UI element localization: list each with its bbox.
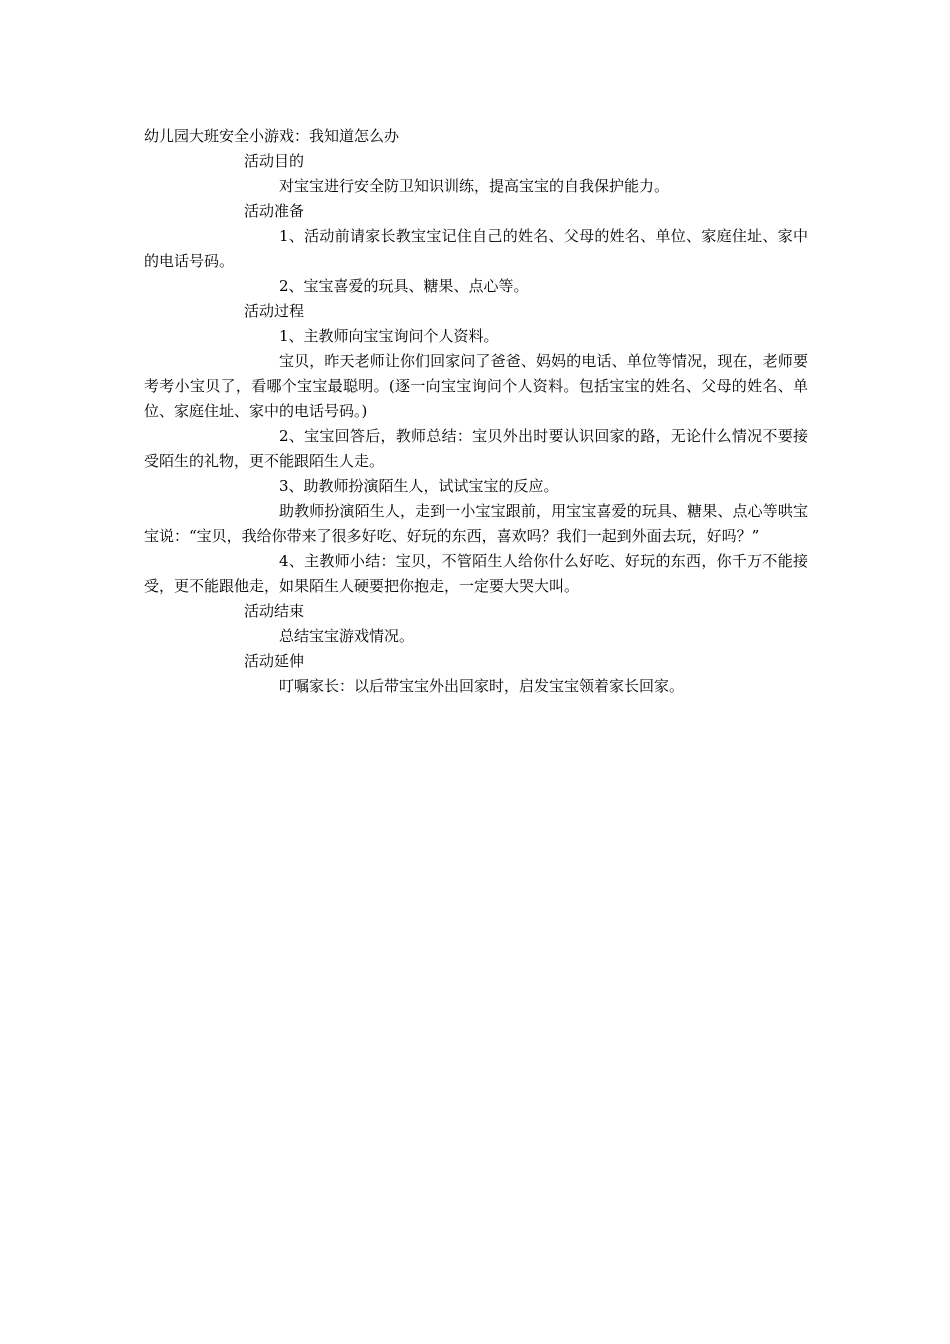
section-purpose — [144, 149, 808, 199]
paragraph: 总结宝宝游戏情况。 — [279, 627, 415, 645]
section-heading: 活动延伸 — [244, 652, 305, 670]
paragraph: 2、宝宝喜爱的玩具、糖果、点心等。 — [279, 277, 529, 295]
paragraph: 助教师扮演陌生人，走到一小宝宝跟前，用宝宝喜爱的玩具、糖果、点心等哄宝宝说：“宝贝，我给你带来了很多好吃、好玩的东西，喜欢吗？我们一起到外面去玩，好吗？” — [144, 502, 808, 545]
document-body — [144, 124, 808, 699]
section-heading: 活动准备 — [244, 202, 305, 220]
paragraph: 对宝宝进行安全防卫知识训练，提高宝宝的自我保护能力。 — [279, 177, 670, 195]
paragraph: 4、主教师小结：宝贝，不管陌生人给你什么好吃、好玩的东西，你千万不能接受，更不能跟他走，如果陌生人硬要把你抱走，一定要大哭大叫。 — [144, 552, 808, 595]
section-process — [144, 299, 808, 599]
paragraph: 2、宝宝回答后，教师总结：宝贝外出时要认识回家的路，无论什么情况不要接受陌生的礼物，更不能跟陌生人走。 — [144, 427, 808, 470]
section-ending — [144, 599, 808, 649]
paragraph: 1、主教师向宝宝询问个人资料。 — [279, 327, 499, 345]
section-extension — [144, 649, 808, 699]
paragraph: 宝贝，昨天老师让你们回家问了爸爸、妈妈的电话、单位等情况，现在，老师要考考小宝贝了，看哪个宝宝最聪明。(逐一向宝宝询问个人资料。包括宝宝的姓名、父母的姓名、单位、家庭住址、家中的电话号码。) — [144, 352, 808, 420]
section-preparation — [144, 199, 808, 299]
section-heading: 活动过程 — [244, 302, 305, 320]
section-heading: 活动目的 — [244, 152, 305, 170]
paragraph: 1、活动前请家长教宝宝记住自己的姓名、父母的姓名、单位、家庭住址、家中的电话号码。 — [144, 227, 808, 270]
paragraph: 叮嘱家长：以后带宝宝外出回家时，启发宝宝领着家长回家。 — [279, 677, 685, 695]
document-title: 幼儿园大班安全小游戏：我知道怎么办 — [144, 127, 400, 145]
paragraph: 3、助教师扮演陌生人，试试宝宝的反应。 — [279, 477, 559, 495]
section-heading: 活动结束 — [244, 602, 305, 620]
